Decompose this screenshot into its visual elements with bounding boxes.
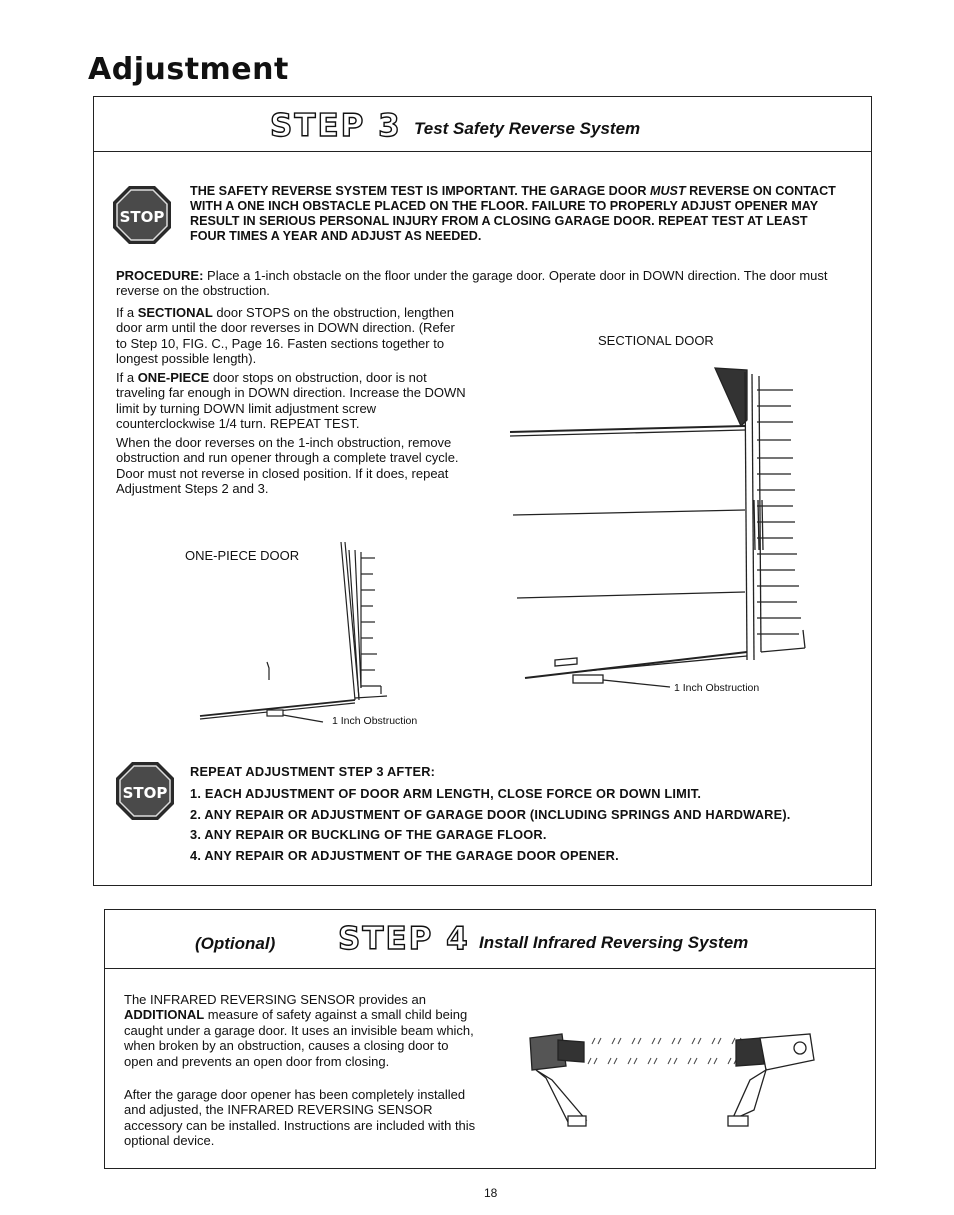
onepiece-intro: If a <box>116 370 138 385</box>
onepiece-door-illustration <box>195 540 395 730</box>
step3-subtitle: Test Safety Reverse System <box>414 119 641 138</box>
reverse-paragraph: When the door reverses on the 1-inch obstruction, remove obstruction and run opener through a complete travel cycle. Door must not reverse in closed position. If it does, repeat Adjustment Steps 2 and 3. <box>116 435 459 497</box>
sectional-intro: If a <box>116 305 138 320</box>
sectional-paragraph <box>116 305 468 367</box>
step3-header-divider <box>93 151 872 152</box>
onepiece-paragraph <box>116 370 468 432</box>
sectional-obstruction-label: 1 Inch Obstruction <box>674 682 760 694</box>
onepiece-text: door stops on obstruction, door is not traveling far enough in DOWN direction. Increase the DOWN limit by turning DOWN limit adjustment screw counterclockwise 1/4 turn. REPEAT TEST. <box>116 370 466 432</box>
stop-sign-icon <box>111 184 173 246</box>
sectional-text: door STOPS on the obstruction, lengthen door arm until the door reverses in DOWN direction. (Refer to Step 10, FIG. C., Page 16. Fasten sections together to longest possible length). <box>116 305 455 367</box>
procedure-text: Place a 1-inch obstacle on the floor under the garage door. Operate door in DOWN direction. The door must reverse on the obstruction. <box>116 268 828 299</box>
warning-must: MUST <box>649 184 686 198</box>
sectional-door-illustration <box>495 360 825 700</box>
infrared-text-a: The INFRARED REVERSING SENSOR provides an <box>124 992 426 1007</box>
infrared-text-b: measure of safety against a small child being caught under a garage door. It uses an invisible beam which, when broken by an obstruction, causes a closing door to open and prevents an open door from closing. <box>124 1007 474 1069</box>
infrared-bold: ADDITIONAL <box>124 1007 205 1023</box>
optional-label: (Optional) <box>195 934 276 953</box>
sectional-bold: SECTIONAL <box>137 305 213 320</box>
stop-sign-text: STOP <box>119 208 165 226</box>
infrared-paragraph-2: After the garage door opener has been completely installed and adjusted, the INFRARED REVERSING SENSOR accessory can be installed. Instructions are included with this optional device. <box>124 1087 476 1149</box>
onepiece-obstruction-label: 1 Inch Obstruction <box>332 715 418 727</box>
stop-sign-text: STOP <box>122 784 168 802</box>
warning-text-1: THE SAFETY REVERSE SYSTEM TEST IS IMPORTANT. THE GARAGE DOOR <box>190 184 650 198</box>
list-item: 1. EACH ADJUSTMENT OF DOOR ARM LENGTH, CLOSE FORCE OR DOWN LIMIT. <box>190 786 702 801</box>
step4-header-divider <box>104 968 876 969</box>
page-title: Adjustment <box>88 52 289 87</box>
procedure-paragraph <box>116 268 854 299</box>
page-number: 18 <box>484 1186 498 1200</box>
onepiece-bold: ONE-PIECE <box>137 370 210 385</box>
list-item: 4. ANY REPAIR OR ADJUSTMENT OF THE GARAGE DOOR OPENER. <box>190 847 619 863</box>
list-item: 2. ANY REPAIR OR ADJUSTMENT OF GARAGE DOOR (INCLUDING SPRINGS AND HARDWARE). <box>190 806 791 822</box>
repeat-list <box>190 784 870 866</box>
list-item: 3. ANY REPAIR OR BUCKLING OF THE GARAGE FLOOR. <box>190 827 547 842</box>
infrared-paragraph-1 <box>124 992 476 1069</box>
infrared-sensor-illustration <box>522 1020 822 1130</box>
step4-subtitle: Install Infrared Reversing System <box>479 933 749 952</box>
sectional-door-label: SECTIONAL DOOR <box>598 333 714 348</box>
stop-sign-icon <box>114 760 176 822</box>
onepiece-door-label: ONE-PIECE DOOR <box>185 548 300 563</box>
step3-label: STEP 3 <box>270 108 402 144</box>
procedure-label: PROCEDURE: <box>116 268 204 283</box>
warning-text-2: REVERSE ON CONTACT WITH A ONE INCH OBSTACLE PLACED ON THE FLOOR. FAILURE TO PROPERLY ADJUST OPENER MAY RESULT IN SERIOUS PERSONAL INJURY FROM A CLOSING GARAGE DOOR. REPEAT TEST AT LEAST FOUR TIMES A YEAR AND ADJUST AS NEEDED. <box>190 184 836 243</box>
repeat-heading: REPEAT ADJUSTMENT STEP 3 AFTER: <box>190 764 436 779</box>
safety-warning <box>190 184 842 244</box>
step4-label: STEP 4 <box>338 921 470 957</box>
